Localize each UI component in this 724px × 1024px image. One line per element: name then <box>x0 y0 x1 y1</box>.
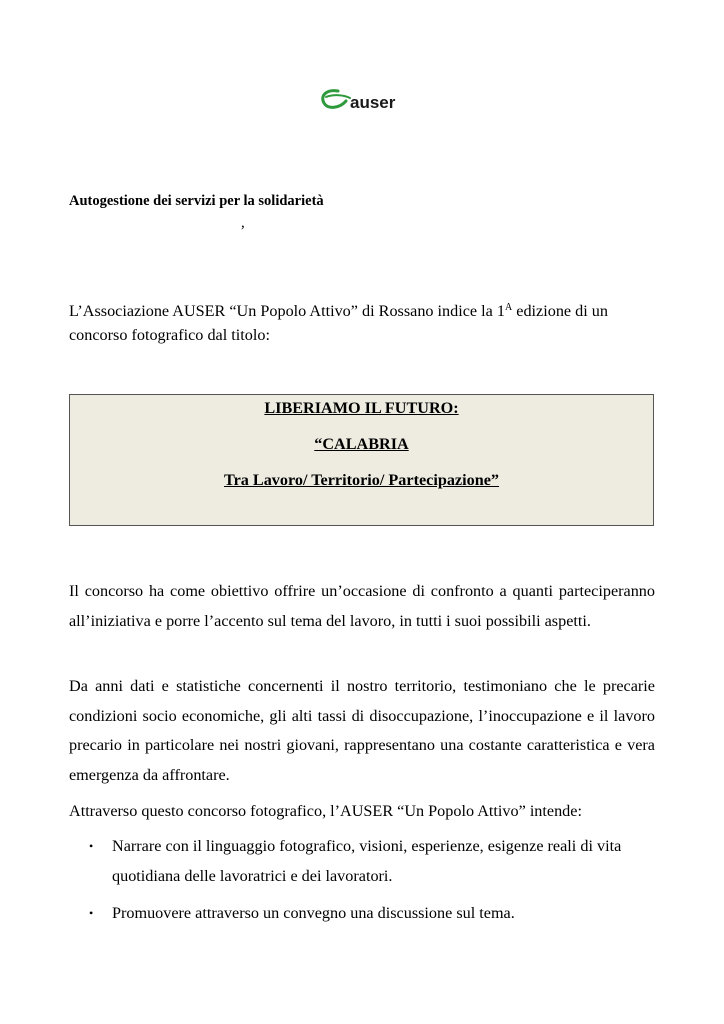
list-item-text: Promuovere attraverso un convegno una discussione sul tema. <box>112 904 515 922</box>
list-item <box>69 899 659 929</box>
list-item-text: Narrare con il linguaggio fotografico, visioni, esperienze, esigenze reali di vita quotidiana delle lavoratrici e dei lavoratori. <box>112 837 622 885</box>
intro-text-before: L’Associazione AUSER “Un Popolo Attivo” di Rossano indice la 1 <box>69 302 505 320</box>
paragraph-context: Da anni dati e statistiche concernenti il nostro territorio, testimoniano che le precarie condizioni socio economiche, gli alti tassi di disoccupazione, l’inoccupazione e il lavoro precario in particolare nei nostri giovani, rappresentano una costante caratteristica e vera emergenza da affrontare. <box>69 677 655 784</box>
intro-paragraph <box>69 299 659 347</box>
contest-title-box <box>69 394 654 526</box>
intent-list <box>69 832 659 937</box>
contest-title-line-1: LIBERIAMO IL FUTURO: <box>264 399 459 417</box>
intro-text-after: edizione di un concorso fotografico dal titolo: <box>69 302 608 344</box>
contest-title-line-2: “CALABRIA <box>314 435 409 453</box>
bullet-marker: • <box>89 906 94 920</box>
intro-superscript: A <box>504 302 513 313</box>
contest-title-line-3: Tra Lavoro/ Territorio/ Partecipazione” <box>224 471 499 489</box>
stray-mark: , <box>241 215 245 231</box>
organization-subtitle: Autogestione dei servizi per la solidarietà <box>69 193 324 209</box>
paragraph-intent: Attraverso questo concorso fotografico, l’AUSER “Un Popolo Attivo” intende: <box>69 802 582 820</box>
auser-logo-text: auser <box>350 93 396 112</box>
paragraph-objective: Il concorso ha come obiettivo offrire un’occasione di confronto a quanti parteciperanno all’iniziativa e porre l’accento sul tema del lavoro, in tutti i suoi possibili aspetti. <box>69 582 655 630</box>
auser-logo-graphic <box>320 86 406 116</box>
bullet-marker: • <box>89 839 94 853</box>
list-item <box>69 832 659 891</box>
auser-logo <box>320 86 406 116</box>
